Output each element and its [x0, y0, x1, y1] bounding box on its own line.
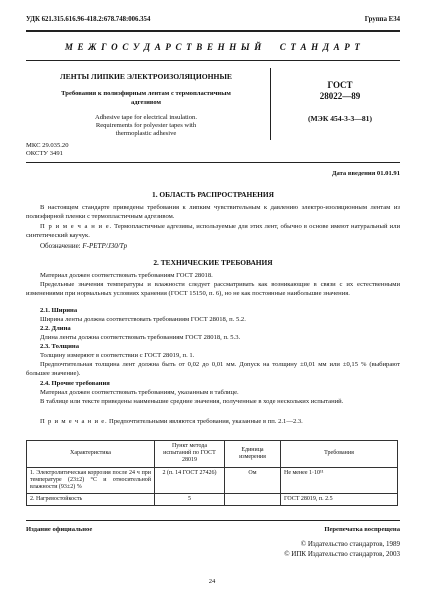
title-main: ЛЕНТЫ ЛИПКИЕ ЭЛЕКТРОИЗОЛЯЦИОННЫЕ	[59, 72, 232, 81]
designation-value: F-PETP/J30/Tp	[82, 242, 128, 250]
table-row	[27, 494, 398, 506]
col-header-characteristic: Характеристика	[27, 441, 155, 468]
title-en-3: thermoplastic adhesive	[115, 130, 177, 137]
title-sub-1: Требования к полиэфирным лентам с термопластичным	[61, 90, 231, 97]
cell-method: 2 (п. 14 ГОСТ 27426)	[155, 467, 225, 494]
cell-requirement: Не менее 1·10¹¹	[281, 467, 398, 494]
mks-code: МКС 29.035.20	[26, 142, 69, 149]
section-1-heading: 1. ОБЛАСТЬ РАСПРОСТРАНЕНИЯ	[152, 190, 274, 199]
note-label: П р и м е ч а н и е.	[40, 223, 112, 230]
title-sub-2: адгезивом	[130, 99, 162, 106]
intro-date: Дата введения 01.01.91	[331, 170, 400, 177]
s23-text-2: Предпочтительная толщина лент должна быть от 0,02 до 0,01 мм. Допуск на толщину ±0,01 мм или ±0,15 % (выбирают большее значение).	[26, 361, 400, 377]
title-en-2: Requirements for polyester tapes with	[95, 122, 197, 129]
title-en-1: Adhesive tape for electrical insulation.	[95, 114, 197, 121]
col-header-method: Пункт метода испытаний по ГОСТ 28019	[155, 441, 225, 468]
cell-unit: Ом	[225, 467, 281, 494]
udk-code: УДК 621.315.616.96-418.2:678.748:006.354	[26, 16, 151, 23]
col-header-unit: Единица измерения	[225, 441, 281, 468]
section-2-heading: 2. ТЕХНИЧЕСКИЕ ТРЕБОВАНИЯ	[153, 258, 273, 267]
title-rule	[26, 162, 400, 163]
note-2-label: П р и м е ч а н и е.	[40, 418, 108, 425]
cell-method: 5	[155, 494, 225, 506]
cell-characteristic: 2. Нагревостойкость	[27, 494, 155, 506]
s23-title: 2.3. Толщина	[40, 343, 80, 350]
section-2-p1: Материал должен соответствовать требованиям ГОСТ 28018.	[40, 272, 213, 279]
col-header-requirements: Требования	[281, 441, 398, 468]
section-1-paragraph: В настоящем стандарте приведены требования к липким чувствительным к давлению электро-изоляционным лентам из полиэфирной пленки с термопластичным адгезивом.	[26, 204, 400, 220]
s23-text: Толщину измеряют в соответствии с ГОСТ 28019, п. 1.	[40, 352, 195, 359]
header-rule-top	[26, 30, 400, 32]
table-header-row	[27, 441, 398, 468]
s24-title: 2.4. Прочие требования	[40, 380, 110, 387]
page-number: 24	[208, 578, 216, 585]
header-rule-bottom	[26, 60, 400, 61]
standard-banner: М Е Ж Г О С У Д А Р С Т В Е Н Н Ы Й С Т А Н Д А Р Т	[64, 42, 362, 52]
s22-text: Длина ленты должна соответствовать требованиям ГОСТ 28018, п. 5.3.	[40, 334, 241, 341]
copyright-1989: © Издательство стандартов, 1989	[300, 540, 400, 548]
note-text: Термопластичные адгезивы, используемые для этих лент, обычно в основе имеют натуральный или синтетический каучук.	[26, 223, 400, 239]
note-2-text: Предпочтительными являются требования, указанные в пп. 2.1—2.3.	[107, 418, 303, 425]
group-code: Группа Е34	[364, 16, 400, 23]
cell-requirement: ГОСТ 28019, п. 2.5	[281, 494, 398, 506]
table-row	[27, 467, 398, 494]
okstu-code: ОКСТУ 3491	[26, 150, 63, 157]
s24-text: Материал должен соответствовать требованиям, указанным в таблице.	[40, 389, 239, 396]
cell-characteristic: 1. Электролитическая коррозия после 24 ч при температуре (23±2) °С и относительной влажности (93±2) %	[27, 467, 155, 494]
gost-label: ГОСТ	[327, 80, 353, 90]
section-1-note	[26, 223, 400, 240]
designation-line	[26, 242, 400, 251]
official-edition: Издание официальное	[26, 526, 93, 533]
gost-number: 28022—89	[319, 91, 361, 101]
designation-label: Обозначение:	[40, 242, 83, 250]
footer-rule	[26, 520, 400, 521]
s24-text-2: В таблице или тексте приведены наименьшие средние значения, полученные в ходе нескольких испытаний.	[40, 398, 344, 405]
section-2-p2: Предельные значения температуры и влажности следует рассматривать как возникающие в связи с их естественными изменениями при нормальных условиях хранения (ГОСТ 15150, п. 6), но не как постоянные наибольшие значения.	[26, 281, 400, 297]
reprint-notice: Перепечатка воспрещена	[324, 526, 400, 533]
requirements-table	[26, 440, 398, 506]
cell-unit	[225, 494, 281, 506]
copyright-2003: © ИПК Издательство стандартов, 2003	[284, 550, 400, 558]
title-divider	[270, 68, 271, 140]
s21-text: Ширина ленты должна соответствовать требованиям ГОСТ 28018, п. 5.2.	[40, 316, 246, 323]
section-2-note	[26, 418, 400, 427]
mek-number: (МЭК 454-3-3—81)	[307, 114, 372, 123]
s22-title: 2.2. Длина	[40, 325, 71, 332]
s21-title: 2.1. Ширина	[40, 307, 78, 314]
